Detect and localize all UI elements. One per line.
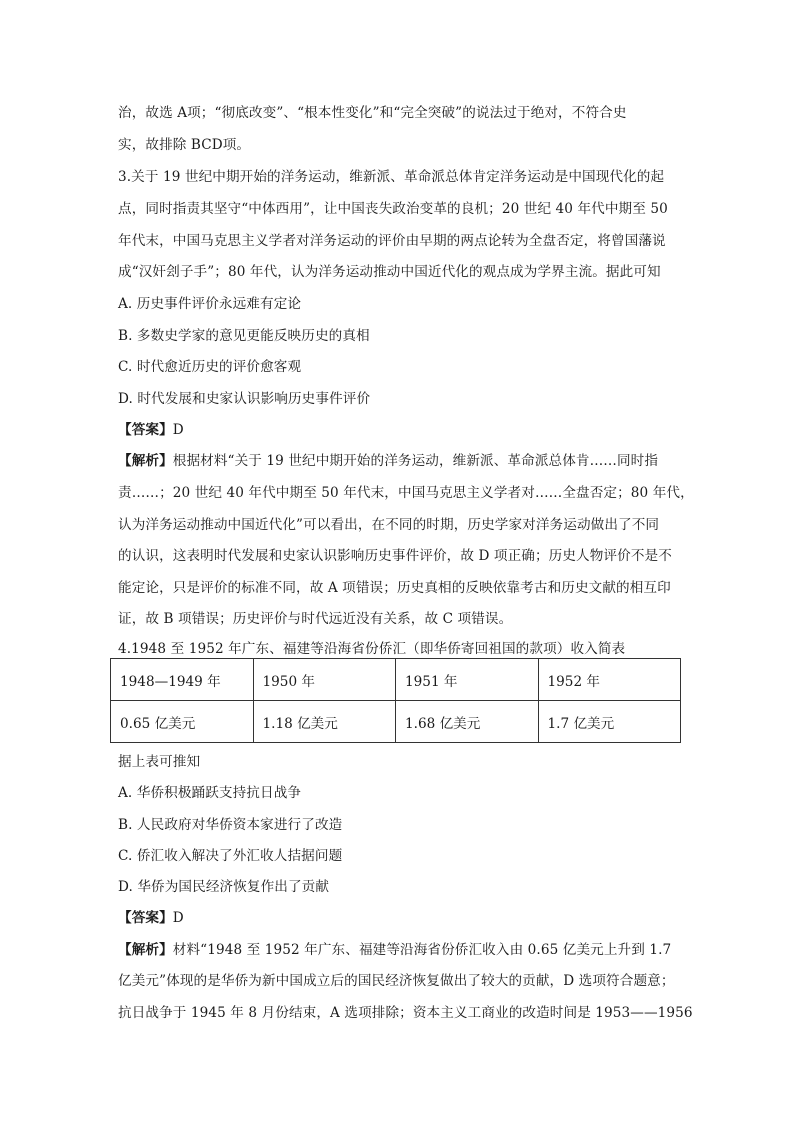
q3-analysis-text-1: 根据材料“关于 19 世纪中期开始的洋务运动，维新派、革命派总体肯……同时指 bbox=[172, 453, 659, 469]
q3-analysis-line-2: 责……；20 世纪 40 年代中期至 50 年代末，中国马克思主义学者对……全盘否定；80 年代， bbox=[118, 485, 694, 501]
q3-option-d: D. 时代发展和史家认识影响历史事件评价 bbox=[118, 391, 371, 407]
table-cell-year: 1952 年 bbox=[538, 659, 681, 701]
q3-stem-line-3: 年代末，中国马克思主义学者对洋务运动的评价由早期的两点论转为全盘否定，将曾国藩说 bbox=[118, 233, 666, 249]
q4-option-a: A. 华侨积极踊跃支持抗日战争 bbox=[118, 785, 302, 801]
table-cell-amount: 0.65 亿美元 bbox=[111, 701, 254, 743]
q3-analysis-line-1 bbox=[118, 451, 683, 471]
q3-analysis-line-3: 认为洋务运动推动中国近代化”可以看出，在不同的时期，历史学家对洋务运动做出了不同 bbox=[118, 517, 660, 533]
table-cell-amount: 1.18 亿美元 bbox=[253, 701, 396, 743]
table-cell-year: 1948—1949 年 bbox=[111, 659, 254, 701]
q3-analysis-label: 【解析】 bbox=[118, 453, 173, 469]
q4-analysis-line-3: 抗日战争于 1945 年 8 月份结束，A 选项排除；资本主义工商业的改造时间是 1953——1956 bbox=[118, 1005, 693, 1021]
q3-analysis-line-6: 证，故 B 项错误；历史评价与时代远近没有关系，故 C 项错误。 bbox=[118, 611, 513, 627]
q3-stem-line-4: 成“汉奸刽子手”；80 年代，认为洋务运动推动中国近代化的观点成为学界主流。据此可知 bbox=[118, 264, 661, 280]
q3-answer-label: 【答案】 bbox=[118, 422, 173, 438]
table-cell-amount: 1.7 亿美元 bbox=[538, 701, 681, 743]
table-cell-year: 1950 年 bbox=[253, 659, 396, 701]
q4-analysis-line-1 bbox=[118, 940, 683, 960]
q4-analysis-line-2: 亿美元”体现的是华侨为新中国成立后的国民经济恢复做出了较大的贡献，D 选项符合题意； bbox=[118, 973, 675, 989]
table-value-row bbox=[111, 701, 681, 743]
q4-prompt: 据上表可推知 bbox=[118, 754, 201, 770]
q3-option-b: B. 多数史学家的意见更能反映历史的真相 bbox=[118, 328, 370, 344]
remittance-table bbox=[110, 658, 681, 743]
q4-option-d: D. 华侨为国民经济恢复作出了贡献 bbox=[118, 879, 330, 895]
q4-stem: 4.1948 至 1952 年广东、福建等沿海省份侨汇（即华侨寄回祖国的款项）收入简表 bbox=[118, 641, 626, 657]
q2-analysis-line-1: 治，故选 A项；“彻底改变”、“根本性变化”和“完全突破”的说法过于绝对，不符合史 bbox=[118, 105, 627, 121]
q3-option-c: C. 时代愈近历史的评价愈客观 bbox=[118, 359, 302, 375]
q4-analysis-label: 【解析】 bbox=[118, 942, 173, 958]
q4-answer bbox=[118, 908, 683, 928]
q4-analysis-text-1: 材料“1948 至 1952 年广东、福建等沿海省份侨汇收入由 0.65 亿美元上升到 1.7 bbox=[172, 942, 672, 958]
q3-analysis-line-5: 能定论，只是评价的标准不同，故 A 项错误；历史真相的反映依靠考古和历史文献的相互印 bbox=[118, 580, 671, 596]
q3-answer bbox=[118, 420, 683, 440]
q4-option-b: B. 人民政府对华侨资本家进行了改造 bbox=[118, 817, 343, 833]
q3-stem-line-1: 3.关于 19 世纪中期开始的洋务运动，维新派、革命派总体肯定洋务运动是中国现代化的起 bbox=[118, 169, 665, 185]
q4-answer-label: 【答案】 bbox=[118, 910, 173, 926]
table-cell-amount: 1.68 亿美元 bbox=[396, 701, 539, 743]
q3-analysis-line-4: 的认识，这表明时代发展和史家认识影响历史事件评价，故 D 项正确；历史人物评价不是不 bbox=[118, 548, 672, 564]
q3-answer-value: D bbox=[172, 422, 184, 438]
table-cell-year: 1951 年 bbox=[396, 659, 539, 701]
q2-analysis-line-2: 实，故排除 BCD项。 bbox=[118, 137, 251, 153]
q3-option-a: A. 历史事件评价永远难有定论 bbox=[118, 296, 302, 312]
table-header-row bbox=[111, 659, 681, 701]
q3-stem-line-2: 点，同时指责其坚守“中体西用”，让中国丧失政治变革的良机；20 世纪 40 年代中期至 50 bbox=[118, 201, 668, 217]
q4-answer-value: D bbox=[172, 910, 184, 926]
q4-option-c: C. 侨汇收入解决了外汇收人拮据问题 bbox=[118, 848, 343, 864]
